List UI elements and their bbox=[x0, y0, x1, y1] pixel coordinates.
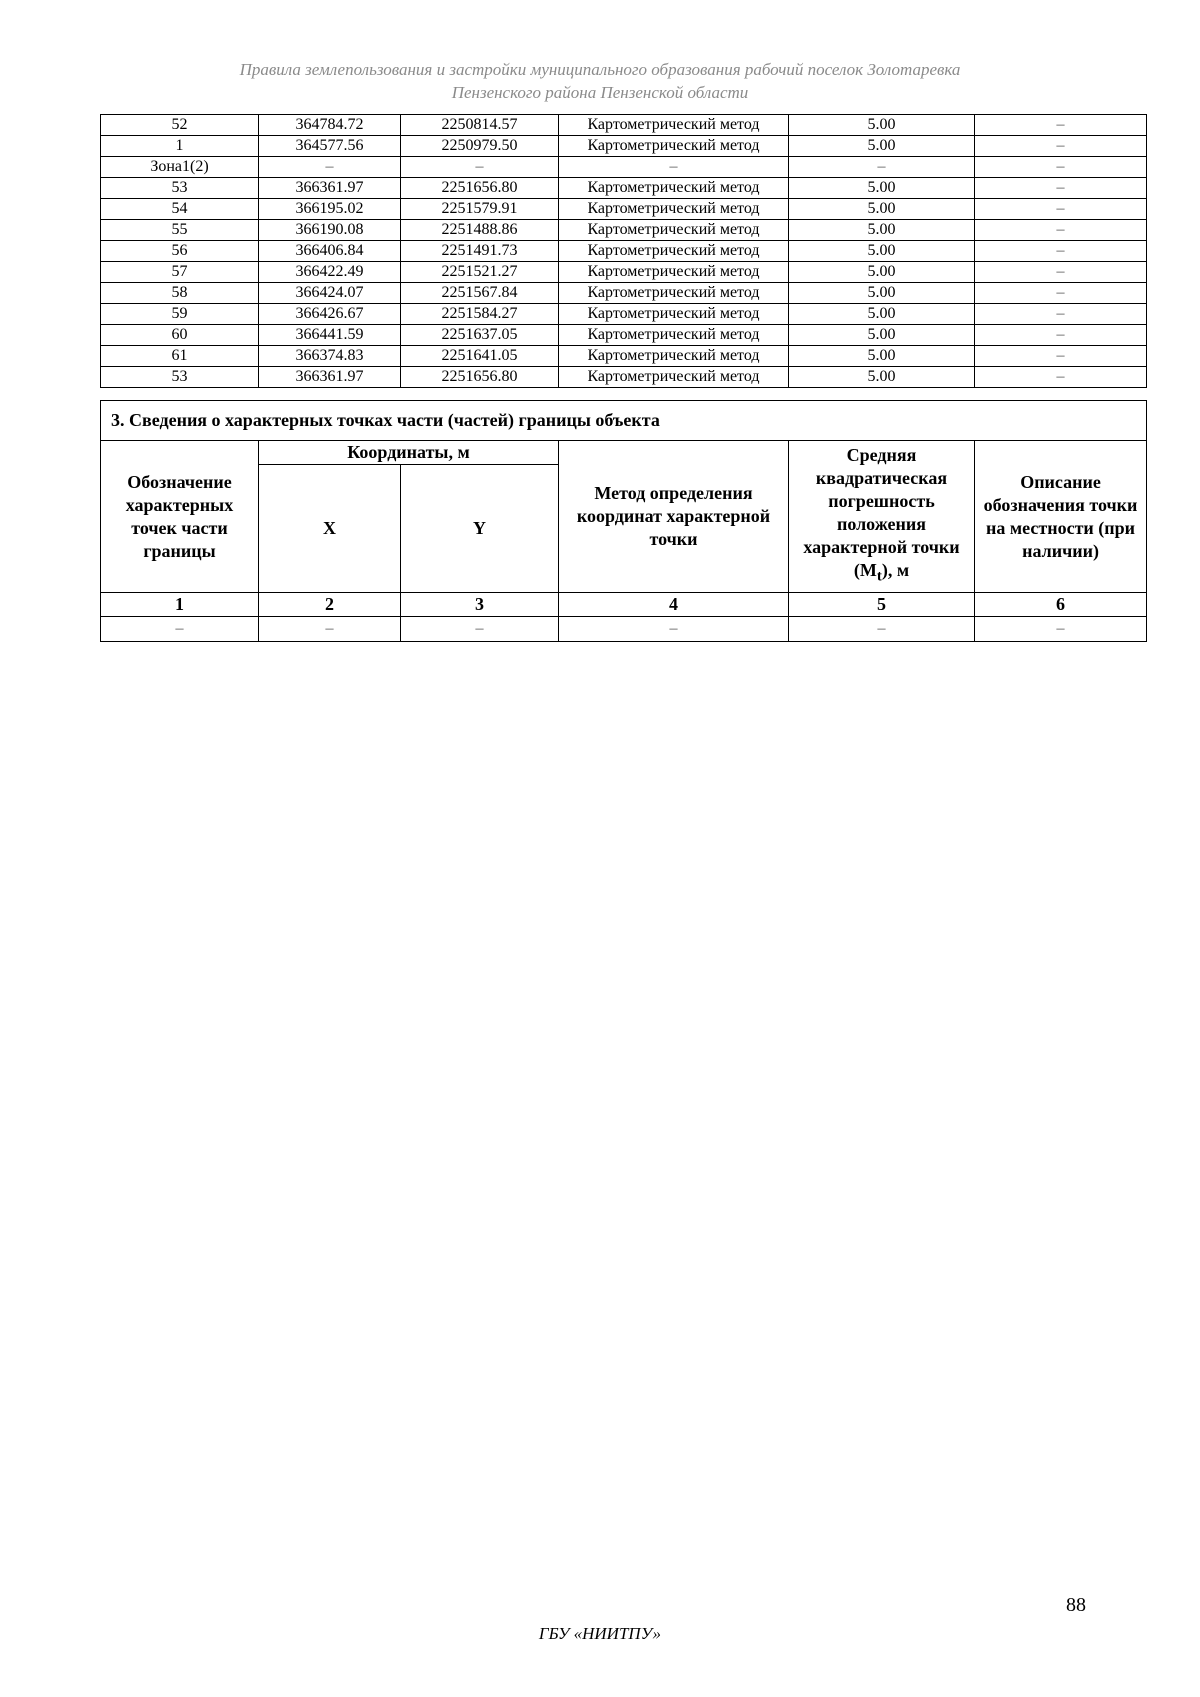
column-number: 5 bbox=[789, 593, 975, 617]
table-cell: – bbox=[975, 178, 1147, 199]
table-cell: 5.00 bbox=[789, 241, 975, 262]
table-cell: 364577.56 bbox=[259, 136, 401, 157]
table-cell: 2251521.27 bbox=[401, 262, 559, 283]
table-cell: 60 bbox=[101, 325, 259, 346]
column-number: 2 bbox=[259, 593, 401, 617]
table-cell: 5.00 bbox=[789, 304, 975, 325]
table-cell: – bbox=[975, 115, 1147, 136]
table-cell: 366190.08 bbox=[259, 220, 401, 241]
table-row bbox=[101, 136, 1147, 157]
table-cell: 2251488.86 bbox=[401, 220, 559, 241]
table-cell: 366426.67 bbox=[259, 304, 401, 325]
table-cell: 5.00 bbox=[789, 367, 975, 388]
table-cell: 366441.59 bbox=[259, 325, 401, 346]
table-cell: 2251637.05 bbox=[401, 325, 559, 346]
table-cell: Картометрический метод bbox=[559, 262, 789, 283]
table-cell: 5.00 bbox=[789, 136, 975, 157]
table-row bbox=[101, 325, 1147, 346]
table-cell: – bbox=[259, 617, 401, 642]
table-cell: – bbox=[975, 617, 1147, 642]
table-cell: 366424.07 bbox=[259, 283, 401, 304]
table-cell: – bbox=[789, 617, 975, 642]
header-description: Описание обозначения точки на местности (при наличии) bbox=[975, 441, 1147, 593]
header-y: Y bbox=[401, 465, 559, 593]
table-cell: 53 bbox=[101, 178, 259, 199]
table-cell: 54 bbox=[101, 199, 259, 220]
table-cell: Картометрический метод bbox=[559, 199, 789, 220]
header-x: X bbox=[259, 465, 401, 593]
table-cell: Картометрический метод bbox=[559, 136, 789, 157]
table-cell: – bbox=[975, 325, 1147, 346]
empty-data-row bbox=[101, 617, 1147, 642]
table-cell: 1 bbox=[101, 136, 259, 157]
table-row bbox=[101, 367, 1147, 388]
table-cell: Картометрический метод bbox=[559, 241, 789, 262]
table-cell: 5.00 bbox=[789, 325, 975, 346]
table-row bbox=[101, 241, 1147, 262]
table-cell: 59 bbox=[101, 304, 259, 325]
table-cell: 2250979.50 bbox=[401, 136, 559, 157]
table-cell: – bbox=[259, 157, 401, 178]
table-row bbox=[101, 262, 1147, 283]
table-row bbox=[101, 157, 1147, 178]
table-cell: 5.00 bbox=[789, 199, 975, 220]
table-cell: Картометрический метод bbox=[559, 283, 789, 304]
table-cell: 5.00 bbox=[789, 178, 975, 199]
table-cell: – bbox=[789, 157, 975, 178]
table-cell: – bbox=[975, 367, 1147, 388]
table-cell: 366374.83 bbox=[259, 346, 401, 367]
table-cell: – bbox=[975, 136, 1147, 157]
table-cell: 2251656.80 bbox=[401, 178, 559, 199]
header-mean-error-sub: t bbox=[876, 568, 882, 585]
table-cell: – bbox=[975, 199, 1147, 220]
table-cell: – bbox=[975, 304, 1147, 325]
table-row bbox=[101, 115, 1147, 136]
table-cell: – bbox=[975, 220, 1147, 241]
header-coordinates: Координаты, м bbox=[259, 441, 559, 465]
table-cell: – bbox=[975, 157, 1147, 178]
table-cell: – bbox=[975, 262, 1147, 283]
table-cell: – bbox=[559, 157, 789, 178]
table-cell: 5.00 bbox=[789, 262, 975, 283]
table-cell: 52 bbox=[101, 115, 259, 136]
table-row bbox=[101, 178, 1147, 199]
table-cell: 366422.49 bbox=[259, 262, 401, 283]
table-cell: Картометрический метод bbox=[559, 346, 789, 367]
document-footer: ГБУ «НИИТПУ» bbox=[538, 1624, 662, 1643]
table-cell: 2250814.57 bbox=[401, 115, 559, 136]
table-cell: 2251491.73 bbox=[401, 241, 559, 262]
document-header bbox=[0, 58, 1200, 104]
table-cell: 53 bbox=[101, 367, 259, 388]
points-table bbox=[100, 114, 1147, 388]
column-numbers-row bbox=[101, 593, 1147, 617]
table-cell: 2251641.05 bbox=[401, 346, 559, 367]
table-cell: 5.00 bbox=[789, 115, 975, 136]
header-line-2: Пензенского района Пензенской области bbox=[451, 83, 749, 102]
table-row bbox=[101, 304, 1147, 325]
table-cell: 366406.84 bbox=[259, 241, 401, 262]
column-number: 6 bbox=[975, 593, 1147, 617]
column-number: 1 bbox=[101, 593, 259, 617]
table-cell: 366361.97 bbox=[259, 178, 401, 199]
section3-title: 3. Сведения о характерных точках части (частей) границы объекта bbox=[101, 401, 1147, 441]
table-cell: 61 bbox=[101, 346, 259, 367]
header-mean-error-suffix: ), м bbox=[881, 560, 910, 581]
table-cell: Картометрический метод bbox=[559, 304, 789, 325]
header-line-1: Правила землепользования и застройки муниципального образования рабочий поселок Золотаревка bbox=[239, 60, 961, 79]
header-method: Метод определения координат характерной точки bbox=[559, 441, 789, 593]
table-cell: Картометрический метод bbox=[559, 115, 789, 136]
table-cell: Картометрический метод bbox=[559, 367, 789, 388]
column-number: 4 bbox=[559, 593, 789, 617]
table-cell: Зона1(2) bbox=[101, 157, 259, 178]
header-mean-error bbox=[789, 441, 975, 593]
table-cell: – bbox=[975, 241, 1147, 262]
table-cell: 2251656.80 bbox=[401, 367, 559, 388]
table-cell: 5.00 bbox=[789, 283, 975, 304]
table-row bbox=[101, 199, 1147, 220]
table-cell: 5.00 bbox=[789, 346, 975, 367]
page-number: 88 bbox=[1066, 1594, 1086, 1616]
table-cell: 2251567.84 bbox=[401, 283, 559, 304]
table-row bbox=[101, 346, 1147, 367]
table-cell: – bbox=[401, 157, 559, 178]
table-cell: Картометрический метод bbox=[559, 178, 789, 199]
table-cell: 364784.72 bbox=[259, 115, 401, 136]
table-cell: 366195.02 bbox=[259, 199, 401, 220]
table-cell: 57 bbox=[101, 262, 259, 283]
table-cell: – bbox=[101, 617, 259, 642]
table-cell: Картометрический метод bbox=[559, 325, 789, 346]
table-cell: – bbox=[975, 283, 1147, 304]
table-cell: – bbox=[559, 617, 789, 642]
table-cell: – bbox=[401, 617, 559, 642]
table-cell: 56 bbox=[101, 241, 259, 262]
header-point-designation: Обозначение характерных точек части границы bbox=[101, 441, 259, 593]
points-table-body bbox=[101, 115, 1147, 388]
table-row bbox=[101, 283, 1147, 304]
table-cell: 366361.97 bbox=[259, 367, 401, 388]
table-cell: 5.00 bbox=[789, 220, 975, 241]
header-mean-error-text: Средняя квадратическая погрешность положения характерной точки (M bbox=[803, 445, 960, 581]
table-cell: – bbox=[975, 346, 1147, 367]
table-cell: 55 bbox=[101, 220, 259, 241]
table-row bbox=[101, 220, 1147, 241]
table-cell: 58 bbox=[101, 283, 259, 304]
table-cell: 2251584.27 bbox=[401, 304, 559, 325]
table-cell: 2251579.91 bbox=[401, 199, 559, 220]
column-number: 3 bbox=[401, 593, 559, 617]
table-cell: Картометрический метод bbox=[559, 220, 789, 241]
section3-table bbox=[100, 400, 1147, 642]
